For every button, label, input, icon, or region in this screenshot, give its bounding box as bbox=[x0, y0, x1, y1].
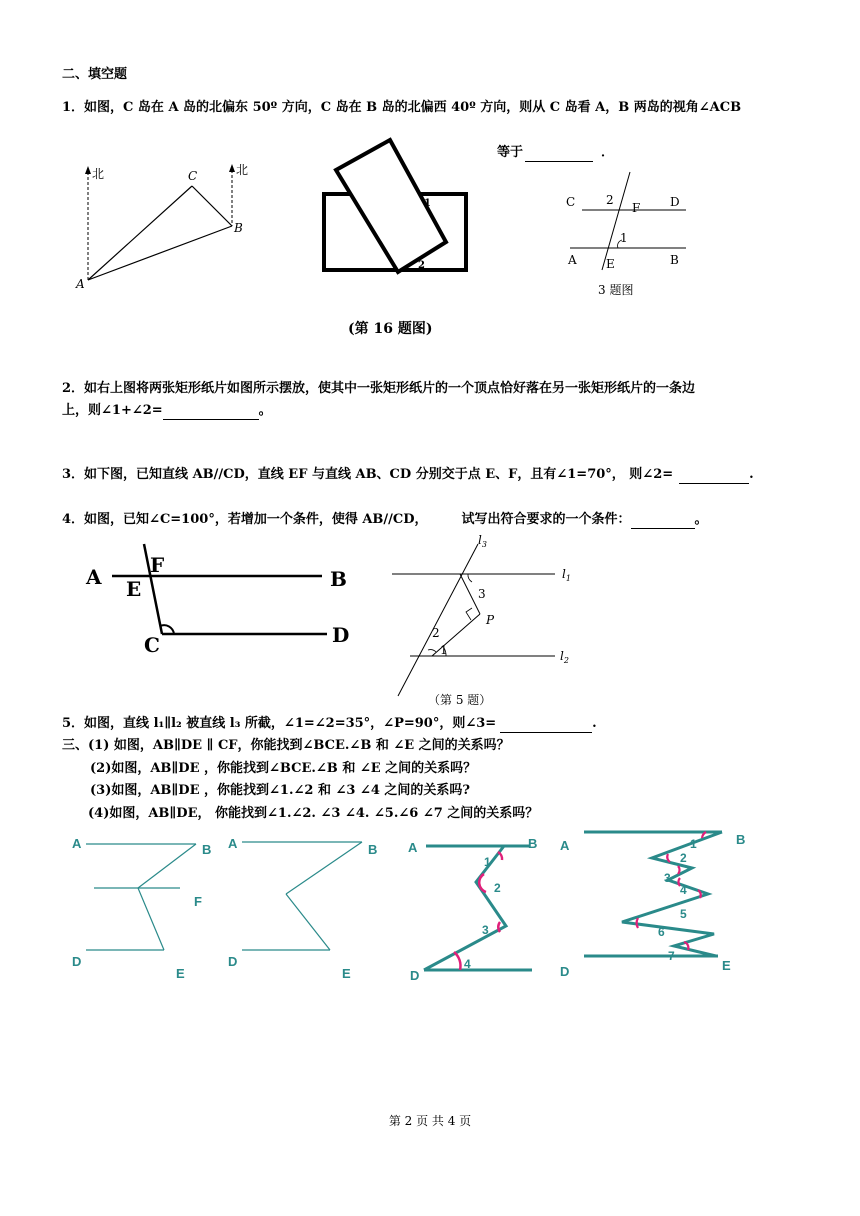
fig5-angle1-label: 1 bbox=[440, 643, 448, 657]
figure-16-caption: (第 16 题图) bbox=[348, 321, 433, 337]
s3f3-angle4-label: 4 bbox=[464, 957, 471, 971]
s3f3-B-label: B bbox=[528, 836, 538, 851]
angle-2-label: 2 bbox=[418, 260, 425, 271]
figure-5 bbox=[380, 534, 580, 714]
answer-blank-2[interactable] bbox=[163, 405, 259, 420]
fig3-caption: 3 题图 bbox=[598, 283, 634, 297]
figure-rectangles bbox=[318, 138, 478, 343]
s3f3-D-label: D bbox=[410, 968, 420, 983]
figure-3 bbox=[560, 170, 700, 300]
section-title: 二、填空题 bbox=[62, 67, 128, 82]
north-label-2: 北 bbox=[236, 163, 249, 177]
figure-s3-3 bbox=[404, 830, 554, 982]
point-A-label: A bbox=[76, 277, 85, 291]
s3f1-D-label: D bbox=[72, 954, 82, 969]
fig5-angle2-label: 2 bbox=[432, 626, 440, 640]
figure-s3-4 bbox=[556, 826, 766, 979]
s3f1-E-label: E bbox=[176, 966, 185, 981]
figure-s3-2 bbox=[226, 830, 396, 980]
fig5-l2-label: $l_2$ bbox=[560, 649, 569, 665]
answer-blank-4[interactable] bbox=[631, 514, 695, 529]
fig3-angle1-label: 1 bbox=[620, 231, 628, 245]
s3f1-F-label: F bbox=[194, 894, 202, 909]
answer-blank-3[interactable] bbox=[679, 469, 749, 484]
fig3-A-label: A bbox=[568, 253, 577, 267]
answer-blank-1[interactable] bbox=[525, 147, 593, 162]
figure-4 bbox=[82, 540, 362, 660]
section-3-line-4: (4)如图，AB∥DE， 你能找到∠1.∠2. ∠3 ∠4. ∠5.∠6 ∠7 之间的关系吗？ bbox=[88, 806, 539, 821]
page-footer: 第 2 页 共 4 页 bbox=[388, 1114, 472, 1128]
answer-blank-5[interactable] bbox=[500, 718, 592, 733]
question-5-text: 5．如图，直线 l₁∥l₂ 被直线 l₃ 所截，∠1=∠2=35°，∠P=90°，则∠3= . bbox=[62, 716, 597, 731]
s3f3-angle3-label: 3 bbox=[482, 923, 489, 937]
fig4-E-label: E bbox=[126, 577, 142, 601]
fig3-angle2-label: 2 bbox=[606, 193, 614, 207]
question-4-text: 4．如图，已知∠C=100°，若增加一个条件，使得 AB//CD， 试写出符合要求的一个条件： 。 bbox=[62, 512, 708, 527]
fig5-angle3-label: 3 bbox=[478, 587, 486, 601]
section-3-line-2: (2)如图，AB∥DE ，你能找到∠BCE.∠B 和 ∠E 之间的关系吗？ bbox=[90, 761, 477, 776]
s3f1-A-label: A bbox=[72, 836, 82, 851]
section-3-line-3: (3)如图，AB∥DE ，你能找到∠1.∠2 和 ∠3 ∠4 之间的关系吗? bbox=[90, 783, 471, 798]
fig3-F-label: F bbox=[632, 201, 641, 215]
figure-s3-1 bbox=[66, 830, 226, 980]
s3f4-angle2-label: 2 bbox=[680, 851, 687, 865]
s3f3-angle2-label: 2 bbox=[494, 881, 501, 895]
point-C-label: C bbox=[188, 169, 198, 183]
s3f4-angle4-label: 4 bbox=[680, 883, 687, 897]
s3f4-angle6-label: 6 bbox=[658, 925, 665, 939]
s3f3-A-label: A bbox=[408, 840, 418, 855]
fig4-F-label: F bbox=[150, 553, 165, 577]
s3f2-B-label: B bbox=[368, 842, 378, 857]
s3f4-angle5-label: 5 bbox=[680, 907, 687, 921]
north-label-1: 北 bbox=[92, 167, 105, 181]
s3f2-E-label: E bbox=[342, 966, 351, 981]
fig3-D-label: D bbox=[670, 195, 680, 209]
question-1-continuation: 等于 ． bbox=[497, 145, 615, 160]
section-3-line-1: 三、(1) 如图，AB∥DE ∥ CF，你能找到∠BCE.∠B 和 ∠E 之间的关系吗？ bbox=[62, 738, 510, 753]
s3f4-E-label: E bbox=[722, 958, 731, 973]
fig5-caption: （第 5 题） bbox=[428, 693, 492, 707]
fig3-B-label: B bbox=[670, 253, 679, 267]
s3f4-D-label: D bbox=[560, 964, 570, 979]
question-2-line-2: 上，则∠1+∠2= 。 bbox=[62, 403, 272, 418]
figure-islands bbox=[70, 160, 270, 295]
s3f2-A-label: A bbox=[228, 836, 238, 851]
fig3-E-label: E bbox=[606, 257, 615, 271]
point-B-label: B bbox=[234, 221, 243, 235]
s3f4-A-label: A bbox=[560, 838, 570, 853]
fig5-l1-label: $l_1$ bbox=[562, 567, 571, 583]
fig4-C-label: C bbox=[144, 633, 160, 657]
fig3-C-label: C bbox=[566, 195, 576, 209]
s3f2-D-label: D bbox=[228, 954, 238, 969]
angle-1-label: 1 bbox=[424, 198, 431, 209]
s3f4-angle3-label: 3 bbox=[664, 871, 671, 885]
question-3-text: 3．如下图，已知直线 AB//CD，直线 EF 与直线 AB、CD 分别交于点 E、F，且有∠1=70°， 则∠2= . bbox=[62, 467, 754, 482]
s3f4-angle1-label: 1 bbox=[690, 837, 697, 851]
s3f4-angle7-label: 7 bbox=[668, 949, 675, 963]
fig4-D-label: D bbox=[332, 623, 350, 647]
fig4-A-label: A bbox=[86, 565, 102, 589]
fig5-l3-label: $l_3$ bbox=[478, 533, 487, 549]
question-2-line-1: 2．如右上图将两张矩形纸片如图所示摆放，使其中一张矩形纸片的一个顶点恰好落在另一张矩形纸片的一条边 bbox=[62, 381, 696, 396]
s3f4-B-label: B bbox=[736, 832, 746, 847]
question-1-text: 1．如图，C 岛在 A 岛的北偏东 50º 方向，C 岛在 B 岛的北偏西 40º 方向，则从 C 岛看 A，B 两岛的视角∠ACB bbox=[62, 100, 742, 115]
fig5-P-label: P bbox=[486, 613, 495, 627]
fig4-B-label: B bbox=[330, 567, 347, 591]
s3f3-angle1-label: 1 bbox=[484, 855, 491, 869]
s3f1-B-label: B bbox=[202, 842, 212, 857]
